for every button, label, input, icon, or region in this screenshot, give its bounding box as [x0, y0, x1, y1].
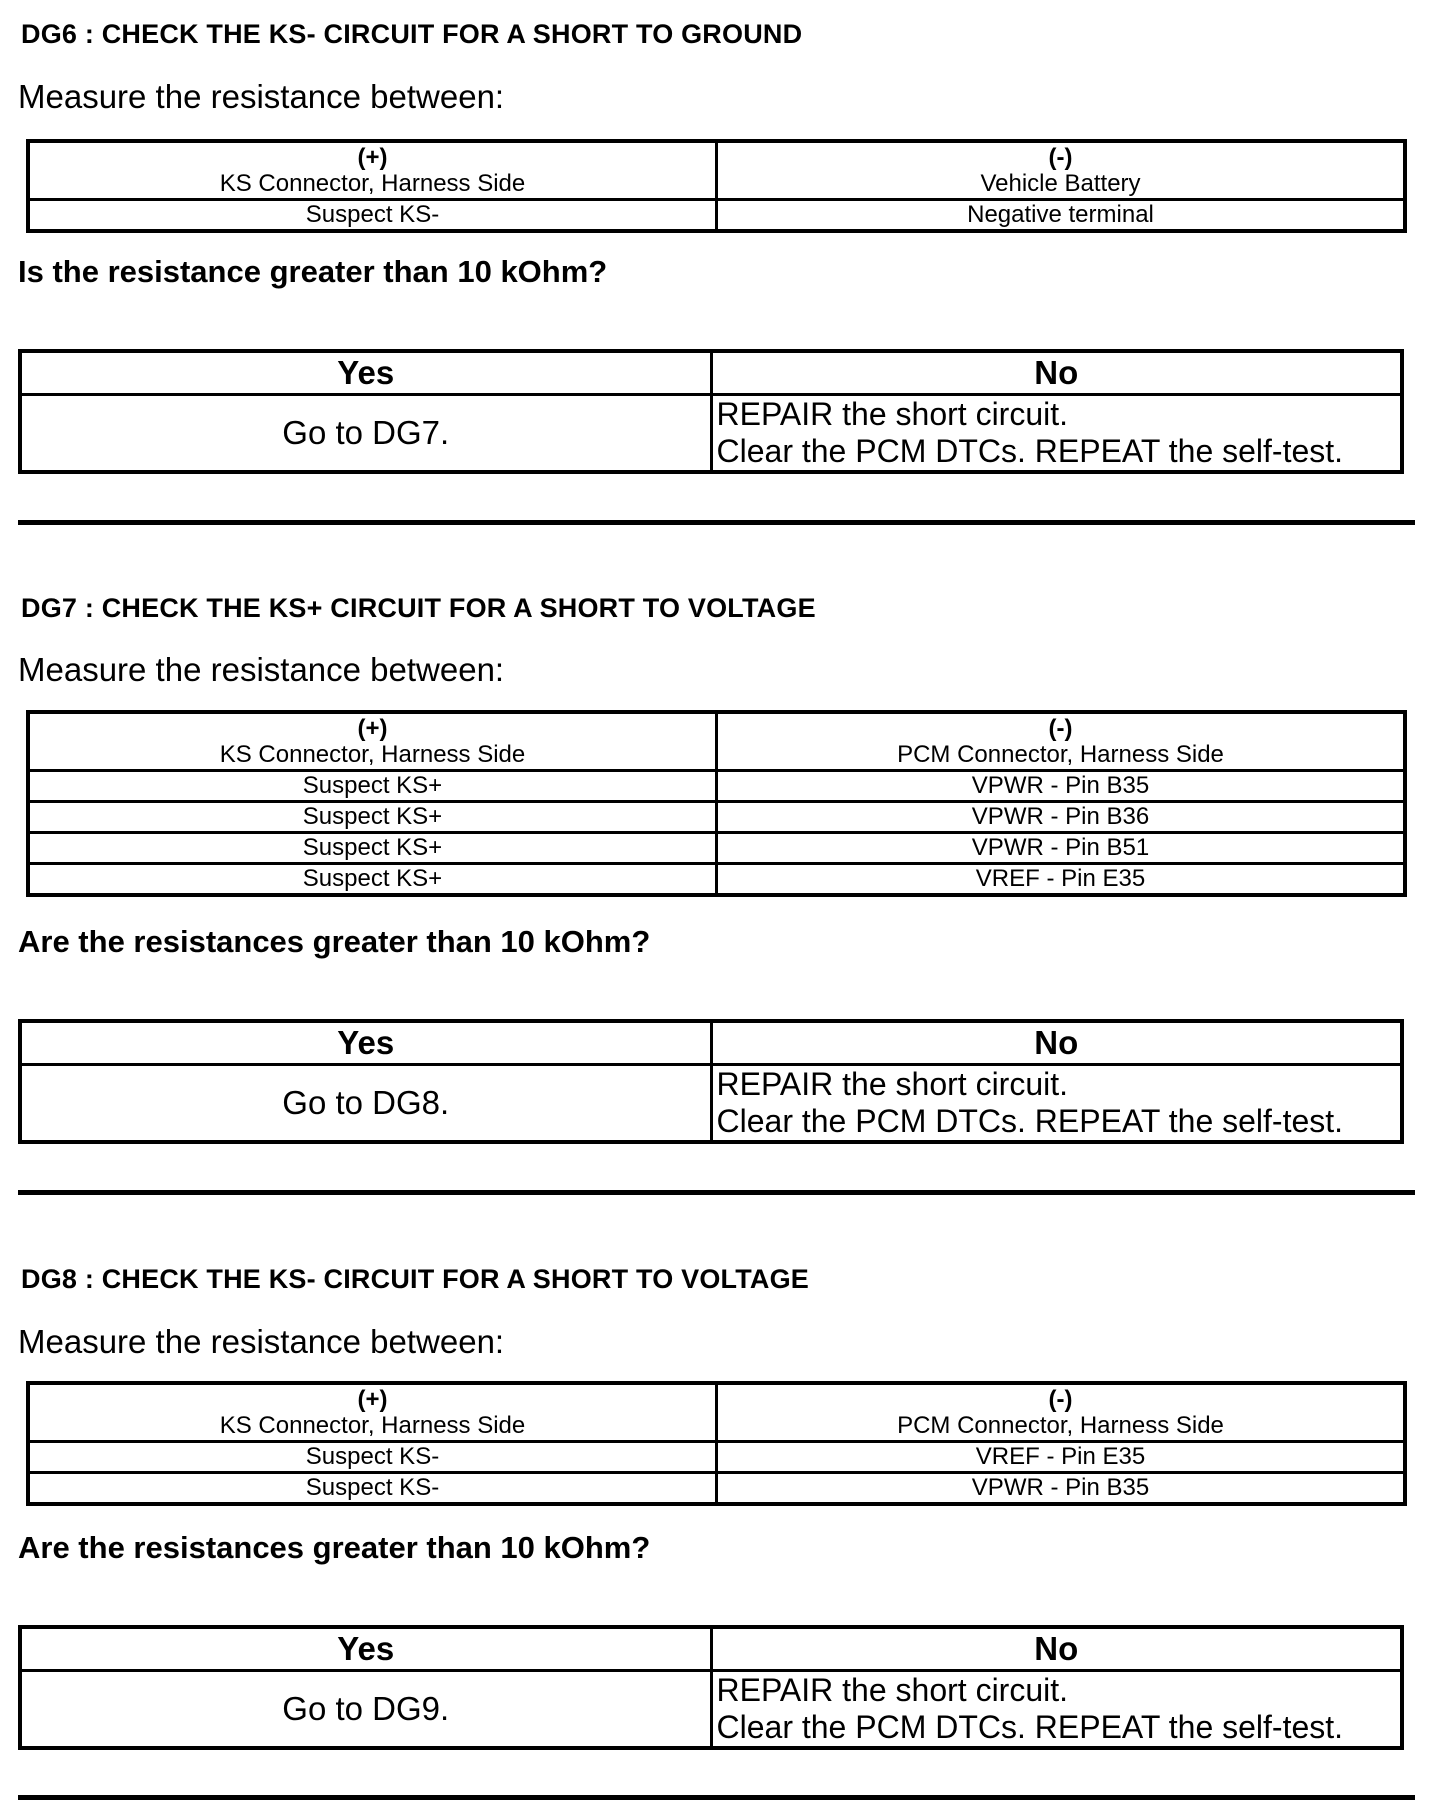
- plus-cell: Suspect KS+: [28, 771, 717, 802]
- minus-sign: (-): [1048, 143, 1073, 171]
- plus-header-label: KS Connector, Harness Side: [219, 740, 526, 768]
- plus-header-label: KS Connector, Harness Side: [219, 169, 526, 197]
- minus-cell: Negative terminal: [717, 200, 1406, 232]
- no-header: No: [711, 351, 1402, 395]
- yes-action: Go to DG7.: [20, 395, 711, 473]
- minus-cell: VREF - Pin E35: [717, 864, 1406, 896]
- step-title: DG8 : CHECK THE KS- CIRCUIT FOR A SHORT TO VOLTAGE: [21, 1264, 810, 1294]
- minus-header-label: PCM Connector, Harness Side: [897, 1411, 1224, 1439]
- table-row: [28, 802, 1405, 833]
- minus-cell: VPWR - Pin B35: [717, 1473, 1406, 1505]
- step-title: DG6 : CHECK THE KS- CIRCUIT FOR A SHORT TO GROUND: [21, 19, 803, 49]
- plus-cell: Suspect KS-: [28, 1473, 717, 1505]
- table-row: [28, 200, 1405, 232]
- minus-header-cell: [717, 141, 1406, 200]
- no-action-line: REPAIR the short circuit.: [716, 396, 1069, 432]
- minus-sign: (-): [1048, 714, 1073, 742]
- decision-table: [18, 349, 1404, 474]
- minus-header-cell: [717, 712, 1406, 771]
- minus-cell: VREF - Pin E35: [717, 1442, 1406, 1473]
- plus-header-label: KS Connector, Harness Side: [219, 1411, 526, 1439]
- no-action: [711, 1671, 1402, 1749]
- minus-header-label: PCM Connector, Harness Side: [897, 740, 1224, 768]
- minus-header-label: Vehicle Battery: [980, 169, 1141, 197]
- no-action-line: REPAIR the short circuit.: [716, 1672, 1069, 1708]
- step-intro: Measure the resistance between:: [18, 1323, 505, 1360]
- section-divider: [18, 1795, 1415, 1800]
- no-action-line: Clear the PCM DTCs. REPEAT the self-test.: [716, 1709, 1344, 1745]
- yes-action: Go to DG9.: [20, 1671, 711, 1749]
- plus-cell: Suspect KS+: [28, 802, 717, 833]
- no-action: [711, 1065, 1402, 1143]
- plus-header-cell: [28, 1383, 717, 1442]
- plus-header-cell: [28, 712, 717, 771]
- step-question: Are the resistances greater than 10 kOhm?: [18, 1530, 651, 1565]
- no-header: No: [711, 1021, 1402, 1065]
- yes-header: Yes: [20, 1627, 711, 1671]
- no-action-line: Clear the PCM DTCs. REPEAT the self-test.: [716, 1103, 1344, 1139]
- minus-cell: VPWR - Pin B51: [717, 833, 1406, 864]
- step-question: Is the resistance greater than 10 kOhm?: [18, 254, 608, 289]
- table-row: [28, 833, 1405, 864]
- decision-table: [18, 1019, 1404, 1144]
- table-row: [28, 864, 1405, 896]
- plus-cell: Suspect KS-: [28, 200, 717, 232]
- decision-table: [18, 1625, 1404, 1750]
- minus-header-cell: [717, 1383, 1406, 1442]
- step-title: DG7 : CHECK THE KS+ CIRCUIT FOR A SHORT TO VOLTAGE: [21, 593, 816, 623]
- minus-sign: (-): [1048, 1385, 1073, 1413]
- table-row: [28, 1473, 1405, 1505]
- plus-sign: (+): [357, 1385, 388, 1413]
- minus-cell: VPWR - Pin B36: [717, 802, 1406, 833]
- plus-sign: (+): [357, 714, 388, 742]
- measurement-table: [26, 710, 1407, 897]
- table-row: [28, 1442, 1405, 1473]
- no-action-line: REPAIR the short circuit.: [716, 1066, 1069, 1102]
- measurement-table: [26, 139, 1407, 233]
- plus-cell: Suspect KS+: [28, 864, 717, 896]
- section-divider: [18, 520, 1415, 525]
- step-question: Are the resistances greater than 10 kOhm?: [18, 924, 651, 959]
- minus-cell: VPWR - Pin B35: [717, 771, 1406, 802]
- no-header: No: [711, 1627, 1402, 1671]
- yes-action: Go to DG8.: [20, 1065, 711, 1143]
- yes-header: Yes: [20, 351, 711, 395]
- table-row: [28, 771, 1405, 802]
- plus-header-cell: [28, 141, 717, 200]
- yes-header: Yes: [20, 1021, 711, 1065]
- plus-cell: Suspect KS-: [28, 1442, 717, 1473]
- plus-sign: (+): [357, 143, 388, 171]
- plus-cell: Suspect KS+: [28, 833, 717, 864]
- no-action: [711, 395, 1402, 473]
- no-action-line: Clear the PCM DTCs. REPEAT the self-test.: [716, 433, 1344, 469]
- step-intro: Measure the resistance between:: [18, 78, 505, 115]
- step-intro: Measure the resistance between:: [18, 651, 505, 688]
- measurement-table: [26, 1381, 1407, 1506]
- section-divider: [18, 1190, 1415, 1195]
